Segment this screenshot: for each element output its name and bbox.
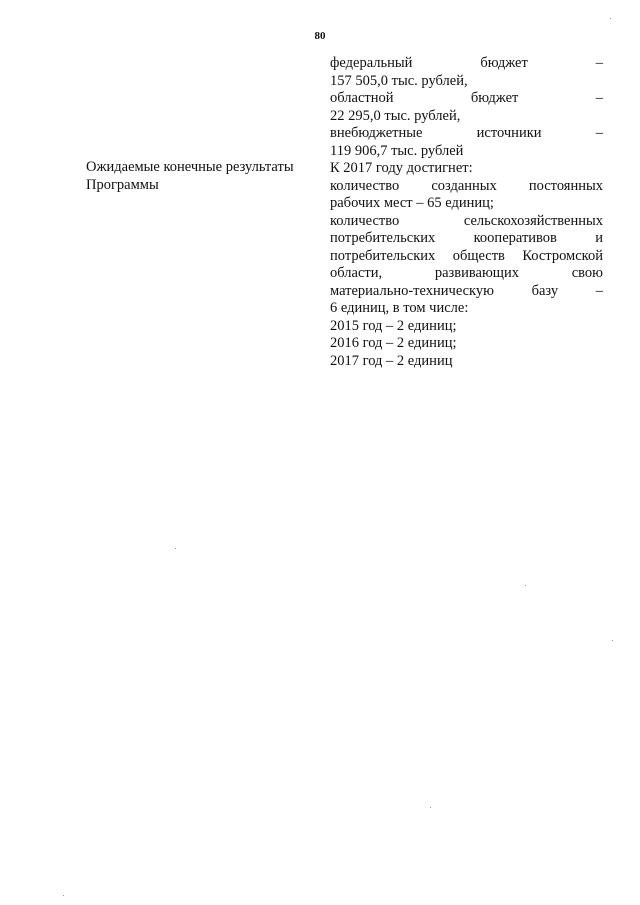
funding-extra-line <box>330 125 603 143</box>
results-coops-value: 6 единиц, в том числе: <box>330 300 469 316</box>
row-label-line-2: Программы <box>86 176 159 193</box>
results-intro: К 2017 году достигнет: <box>330 160 473 176</box>
funding-federal-amount: 157 505,0 тыс. рублей, <box>330 72 468 89</box>
results-coops-line-2 <box>330 230 603 248</box>
results-year-line: 2017 год – 2 единиц <box>330 352 453 369</box>
row-label-line-1: Ожидаемые конечные результаты <box>86 159 294 175</box>
results-jobs-word: созданных <box>431 177 497 194</box>
results-year-line: 2015 год – 2 единиц; <box>330 317 457 334</box>
scan-speck <box>175 548 176 549</box>
results-coops-line-5 <box>330 283 603 301</box>
funding-regional-line <box>330 90 603 108</box>
results-coops-word: потребительских <box>330 230 436 246</box>
funding-regional-word: бюджет <box>470 90 519 106</box>
results-coops-word: свою <box>571 265 603 281</box>
results-coops-word: и <box>595 230 603 246</box>
results-year-line: 2016 год – 2 единиц; <box>330 335 457 351</box>
results-coops-line-3 <box>330 248 603 266</box>
row-label <box>86 159 311 194</box>
scan-speck <box>63 895 64 896</box>
scan-speck <box>610 18 611 19</box>
funding-regional-word: областной <box>330 90 394 106</box>
funding-extra-amount: 119 906,7 тыс. рублей <box>330 142 464 159</box>
results-coops-word: материально-техническую <box>330 282 494 299</box>
scan-speck <box>430 807 431 808</box>
funding-federal-word: бюджет <box>480 55 528 71</box>
results-coops-word: сельскохозяйственных <box>463 212 603 229</box>
results-coops-word: развивающих <box>434 265 519 281</box>
funding-extra-dash: – <box>595 125 603 141</box>
funding-regional-amount: 22 295,0 тыс. рублей, <box>330 107 461 124</box>
results-jobs-word: количество <box>330 177 400 194</box>
results-coops-word: Костромской <box>522 247 603 264</box>
scan-speck <box>612 640 613 641</box>
results-jobs-line <box>330 178 603 196</box>
funding-extra-word: источники <box>476 125 542 141</box>
results-coops-line-4 <box>330 265 603 283</box>
results-coops-word: области, <box>330 265 383 281</box>
results-coops-word: потребительских <box>330 247 436 264</box>
results-jobs-word: постоянных <box>528 177 603 194</box>
results-jobs-value: рабочих мест – 65 единиц; <box>330 195 494 211</box>
funding-federal-line <box>330 55 603 73</box>
results-coops-dash: – <box>595 282 603 299</box>
funding-regional-dash: – <box>595 90 603 106</box>
funding-federal-dash: – <box>595 55 603 71</box>
funding-extra-word: внебюджетные <box>330 125 423 141</box>
results-coops-word: кооперативов <box>473 230 557 246</box>
results-coops-line-1 <box>330 213 603 231</box>
funding-federal-word: федеральный <box>330 55 413 71</box>
page-number: 80 <box>314 30 326 42</box>
results-coops-word: базу <box>531 282 559 299</box>
results-coops-word: обществ <box>452 247 505 264</box>
scan-speck <box>525 585 526 586</box>
results-coops-word: количество <box>330 212 400 229</box>
row-content <box>330 55 603 370</box>
